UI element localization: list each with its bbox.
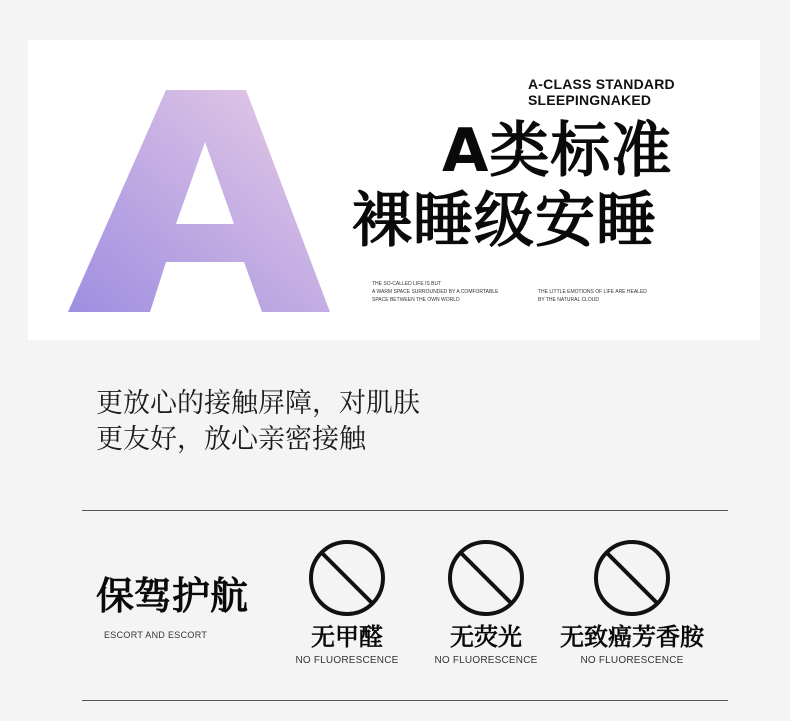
english-heading-line-2: SLEEPINGNAKED xyxy=(528,92,652,108)
prohibited-icon xyxy=(592,538,672,618)
tagline-line-2: 更友好，放心亲密接触 xyxy=(96,424,366,455)
feature-title: 无甲醛 xyxy=(311,623,383,651)
small-print-line: A WARM SPACE SURROUNDED BY A COMFORTABLE xyxy=(372,289,499,295)
big-letter-a-graphic xyxy=(68,90,330,312)
guard-subtitle: ESCORT AND ESCORT xyxy=(104,630,208,640)
tagline xyxy=(96,386,516,458)
feature-no-fluorescence xyxy=(401,538,571,668)
feature-subtitle: NO FLUORESCENCE xyxy=(580,655,684,666)
small-print-right xyxy=(538,288,647,304)
small-print-left xyxy=(372,280,498,304)
guard-title: 保驾护航 xyxy=(96,574,249,618)
chinese-heading xyxy=(352,116,762,256)
feature-no-carcinogenic-amines xyxy=(547,538,717,668)
chinese-heading-line-1: A类标准 xyxy=(442,116,673,186)
small-print-line: THE LITTLE EMOTIONS OF LIFE ARE HEALED xyxy=(538,289,647,295)
feature-title: 无致癌芳香胺 xyxy=(560,623,704,651)
prohibited-icon xyxy=(307,538,387,618)
feature-subtitle: NO FLUORESCENCE xyxy=(295,655,399,666)
chinese-heading-line-2: 裸睡级安睡 xyxy=(352,186,657,256)
feature-subtitle: NO FLUORESCENCE xyxy=(434,655,538,666)
english-heading xyxy=(528,76,728,108)
english-heading-line-1: A-CLASS STANDARD xyxy=(528,76,675,92)
divider-bottom xyxy=(82,700,728,701)
small-print-line: BY THE NATURAL CLOUD xyxy=(538,297,599,303)
divider-top xyxy=(82,510,728,511)
tagline-line-1: 更放心的接触屏障，对肌肤 xyxy=(96,388,420,419)
small-print-line: SPACE BETWEEN THE OWN WORLD xyxy=(372,297,460,303)
small-print-line: THE SO-CALLED LIFE IS BUT xyxy=(372,281,442,287)
prohibited-icon xyxy=(446,538,526,618)
feature-title: 无荧光 xyxy=(450,623,522,651)
